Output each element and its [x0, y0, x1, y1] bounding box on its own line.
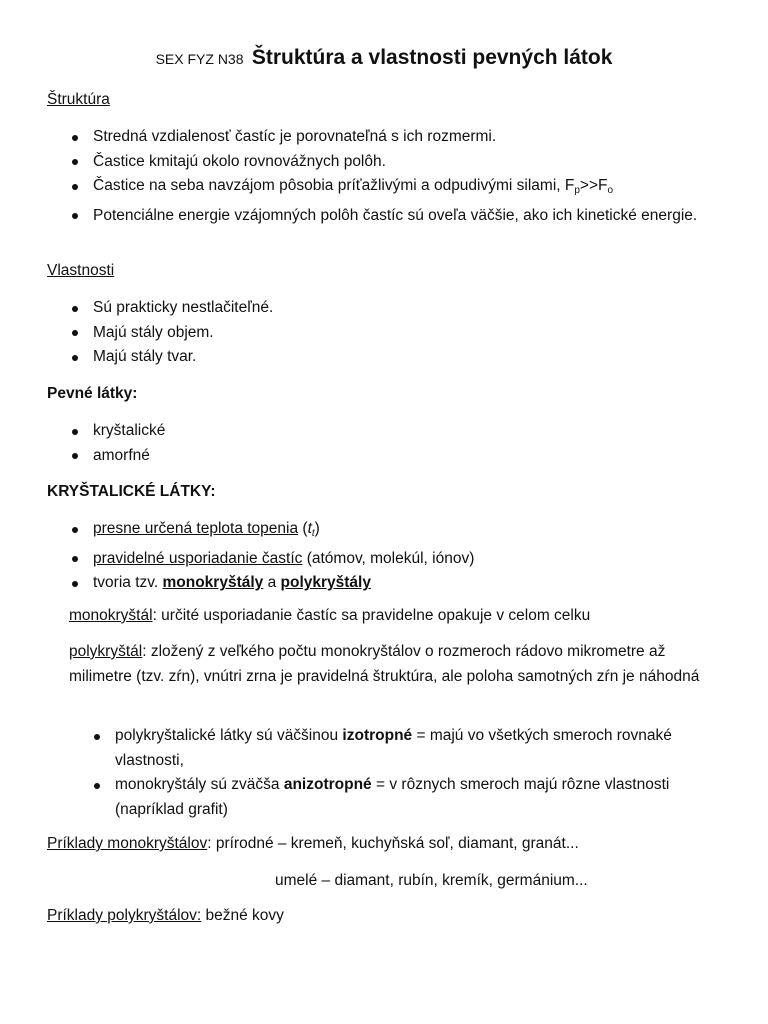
list-item: Majú stály objem.	[70, 321, 710, 346]
list-item: tvoria tzv. monokryštály a polykryštály	[70, 571, 710, 596]
list-item: Častice na seba navzájom pôsobia príťažlivými a odpudivými silami, $F_p>>F_o$	[70, 174, 710, 204]
krystalicke-list	[70, 517, 710, 596]
document-title	[0, 46, 768, 70]
list-item: Potenciálne energie vzájomných polôh častíc sú oveľa väčšie, ako ich kinetické energie.	[70, 204, 710, 229]
vlastnosti-list	[70, 296, 710, 370]
section-heading-krystalicke: KRYŠTALICKÉ LÁTKY:	[47, 483, 216, 500]
pevne-latky-list	[70, 419, 710, 468]
title-main: Štruktúra a vlastnosti pevných látok	[251, 46, 613, 69]
list-item: amorfné	[70, 444, 710, 469]
title-prefix: SEX FYZ N38	[155, 51, 244, 67]
list-item: presne určená teplota topenia $(t_t)$	[70, 517, 710, 547]
section-heading-pevne-latky: Pevné látky:	[47, 385, 138, 402]
list-item: Majú stály tvar.	[70, 345, 710, 370]
struktura-list	[70, 125, 710, 228]
polykrystal-definition: polykryštál: zložený z veľkého počtu monokryštálov o rozmeroch rádovo mikrometre až milimetre (tzv. zŕn), vnútri zrna je pravidelná štruktúra, ale poloha samotných zŕn je náhodná	[69, 643, 700, 685]
section-heading-vlastnosti: Vlastnosti	[47, 262, 115, 279]
term-monokrystal: monokryštál	[69, 607, 153, 624]
list-item: polykryštalické látky sú väčšinou izotropné = majú vo všetkých smeroch rovnaké vlastnosti,	[92, 724, 722, 773]
priklady-monokrystalov-umele: umelé – diamant, rubín, kremík, germánium...	[275, 872, 588, 889]
list-item: Častice kmitajú okolo rovnovážnych polôh.	[70, 150, 710, 175]
monokrystal-definition: monokryštál: určité usporiadanie častíc sa pravidelne opakuje v celom celku	[69, 607, 591, 624]
list-item: kryštalické	[70, 419, 710, 444]
priklady-polykrystalov: Príklady polykryštálov: bežné kovy	[47, 907, 284, 924]
list-item: Sú prakticky nestlačiteľné.	[70, 296, 710, 321]
term-polykrystal: polykryštál	[69, 643, 143, 660]
list-item: pravidelné usporiadanie častíc (atómov, molekúl, iónov)	[70, 547, 710, 572]
list-item: Stredná vzdialenosť častíc je porovnateľná s ich rozmermi.	[70, 125, 710, 150]
priklady-monokrystalov: Príklady monokryštálov: prírodné – kremeň, kuchyňská soľ, diamant, granát...	[47, 835, 579, 852]
list-item: monokryštály sú zväčša anizotropné = v rôznych smeroch majú rôzne vlastnosti (napríklad grafit)	[92, 773, 722, 822]
izotropia-list	[92, 724, 722, 822]
section-heading-struktura: Štruktúra	[47, 91, 110, 108]
